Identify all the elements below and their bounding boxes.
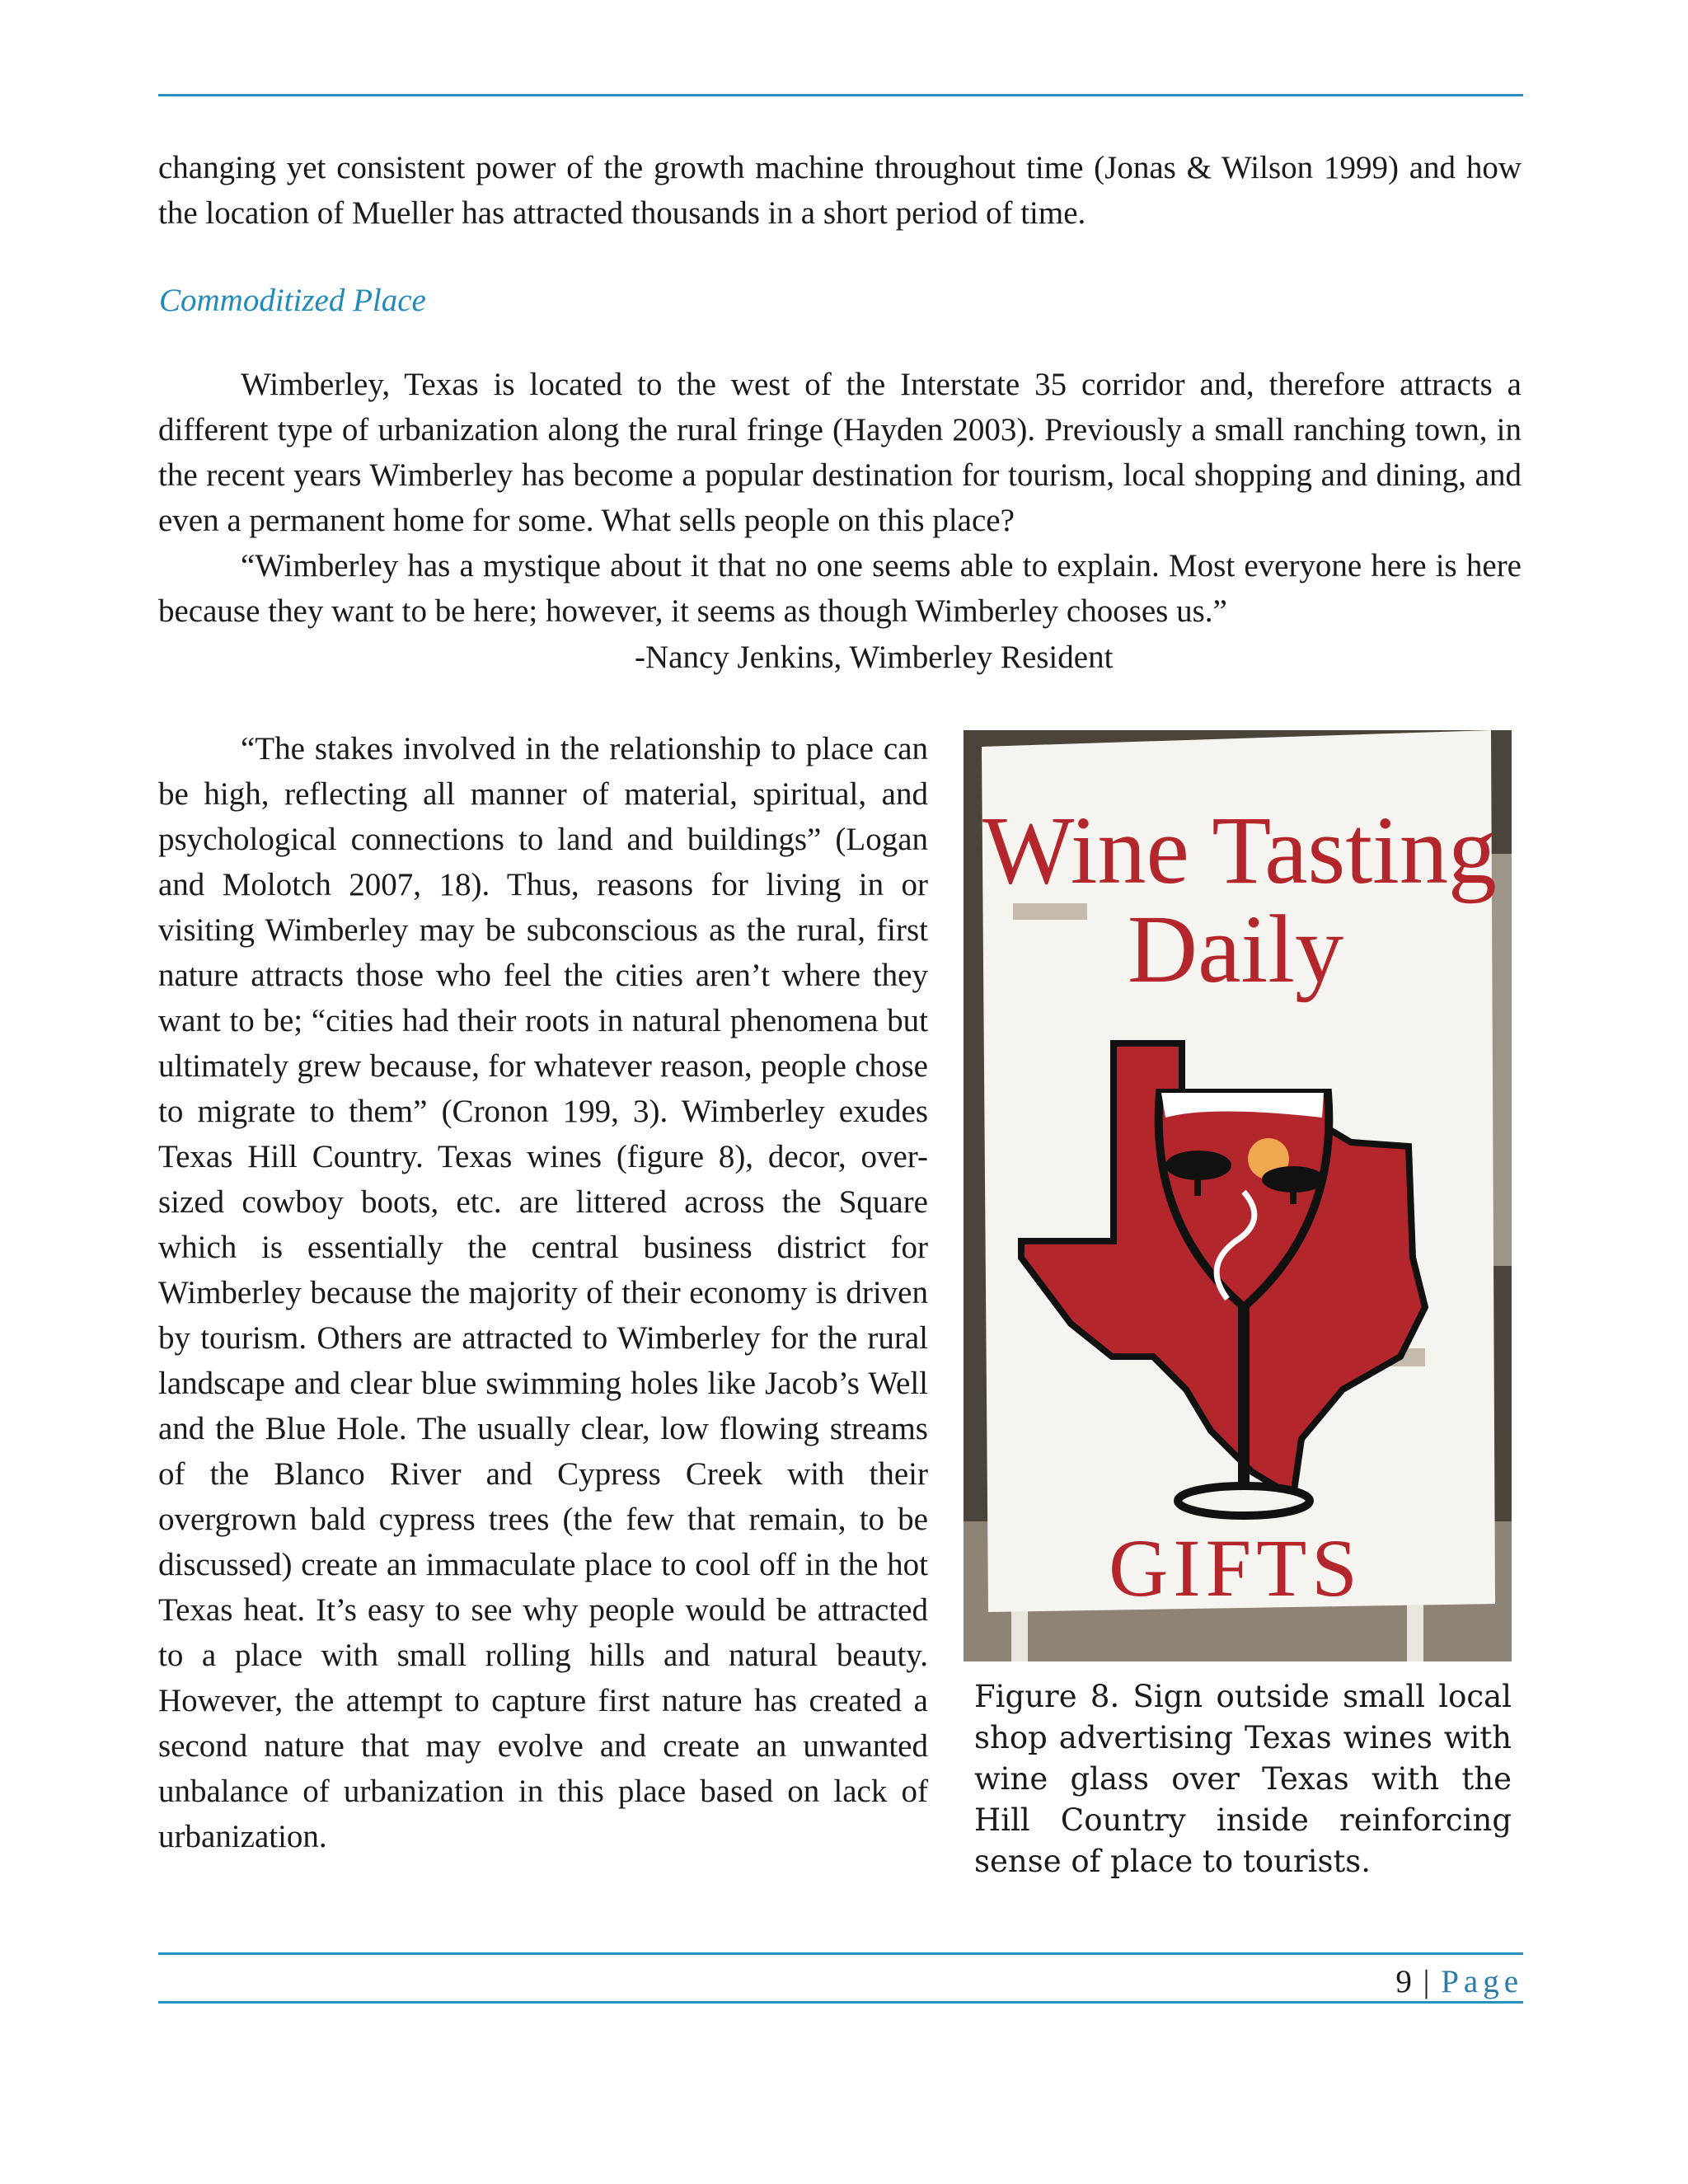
- page-number: 9: [1395, 1964, 1414, 1999]
- sign-line-2: Daily: [1127, 895, 1344, 1003]
- paragraph-wimberley-location: Wimberley, Texas is located to the west of the Interstate 35 corridor and, therefore attracts a different type of urbanization along the rural fringe (Hayden 2003). Previously a small ranching town, in the recent years Wimberley has become a popular destination for tourism, local shopping and dining, and even a permanent home for some. What sells people on this place?: [158, 367, 1522, 538]
- footer-rule-bottom: [158, 2001, 1523, 2004]
- sign-line-1: Wine Tasting: [982, 796, 1497, 904]
- figure-wine-sign-photo: [964, 730, 1512, 1661]
- page-footer: [1395, 1963, 1523, 2000]
- page-word: Page: [1441, 1964, 1523, 1999]
- section-heading: Commoditized Place: [159, 283, 426, 318]
- quote-attribution: -Nancy Jenkins, Wimberley Resident: [635, 640, 1114, 675]
- paragraph-stakes-of-place: “The stakes involved in the relationship to place can be high, reflecting all manner of material, spiritual, and psychological connections to land and buildings” (Logan and Molotch 2007, 18). Thus, reasons for living in or visiting Wimberley may be subconscious as the rural, first nature attracts those who feel the cities aren’t where they want to be; “cities had their roots in natural phenomena but ultimately grew because, for whatever reason, people chose to migrate to them” (Cronon 199, 3). Wimberley exudes Texas Hill Country. Texas wines (figure 8), decor, over-sized cowboy boots, etc. are littered across the Square which is essentially the central business district for Wimberley because the majority of their economy is driven by tourism. Others are attracted to Wimberley for the rural landscape and clear blue swimming holes like Jacob’s Well and the Blue Hole. The usually clear, low flowing streams of the Blanco River and Cypress Creek with their overgrown bald cypress trees (the few that remain, to be discussed) create an immaculate place to cool off in the hot Texas heat. It’s easy to see why people would be attracted to a place with small rolling hills and natural beauty. However, the attempt to capture first nature has created a second nature that may evolve and create an unwanted unbalance of urbanization in this place based on lack of urbanization.: [158, 731, 928, 1854]
- header-rule: [158, 94, 1523, 96]
- footer-rule-top: [158, 1952, 1523, 1955]
- intro-paragraph: changing yet consistent power of the growth machine throughout time (Jonas & Wilson 1999) and how the location of Mueller has attracted thousands in a short period of time.: [158, 150, 1522, 231]
- page-separator: |: [1423, 1964, 1432, 1999]
- figure-caption: Figure 8. Sign outside small local shop advertising Texas wines with wine glass over Texas with the Hill Country inside reinforcing sense of place to tourists.: [974, 1679, 1512, 1879]
- resident-quote: “Wimberley has a mystique about it that no one seems able to explain. Most everyone here is here because they want to be here; however, it seems as though Wimberley chooses us.”: [158, 548, 1522, 629]
- sign-line-3: GIFTS: [1109, 1522, 1362, 1614]
